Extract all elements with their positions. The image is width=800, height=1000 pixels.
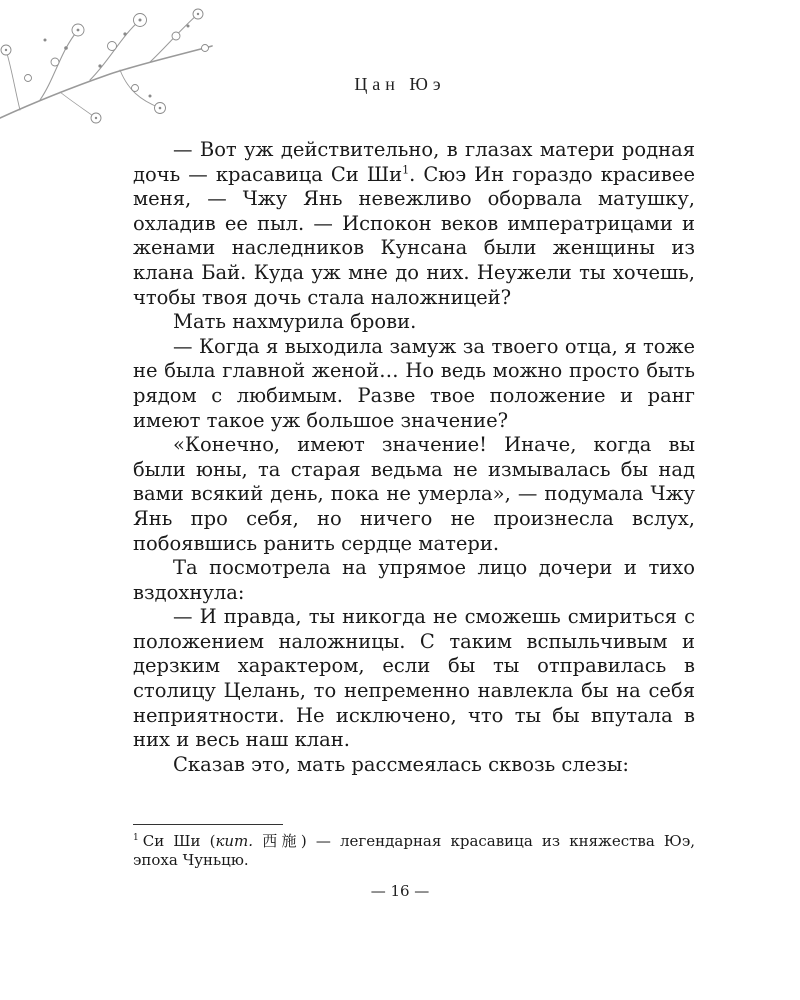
paragraph-4: «Конечно, имеют значение! Иначе, когда вы были юны, та старая ведьма не измывалась бы над вами всякий день, пока не умерла», — подумала Чжу Янь про себя, но ничего не произнесла вслух, побоявшись ранить сердце матери. — [133, 433, 695, 555]
footnote-divider — [133, 824, 283, 825]
paragraph-1-start: — Вот уж действительно, в глазах матери родная дочь — красавица Си Ши — [133, 138, 695, 186]
paragraph-2: Мать нахмурила брови. — [173, 310, 417, 334]
paragraph-1-end: . Сюэ Ин гораздо красивее меня, — Чжу Янь невежливо оборвала матушку, охладив ее пыл. — Испокон веков императрицами и женами наследников Кунсана были женщины из клана Бай. Куда уж мне до них. Неужели ты хочешь, чтобы твоя дочь стала наложницей? — [133, 162, 695, 309]
body-text — [133, 138, 695, 777]
footnote-text: — легендарная красавица из княжества Юэ, эпоха Чуньцю. — [133, 832, 695, 869]
cherry-blossom-branch-icon — [0, 0, 215, 140]
footnote — [133, 832, 695, 870]
footnote-paren-open: ( — [200, 832, 216, 850]
paragraph-6: — И правда, ты никогда не сможешь смириться с положением наложницы. С таким вспыльчивым и дерзким характером, если бы ты отправилась в столицу Целань, то непременно навлекла бы на себя неприятности. Не исключено, что ты бы впутала в них и весь наш клан. — [133, 605, 695, 752]
page-number: — 16 — — [370, 882, 430, 900]
paragraph-7: Сказав это, мать рассмеялась сквозь слезы: — [173, 752, 629, 776]
footnote-chinese: 西施 — [253, 832, 301, 850]
footnote-abbreviation: кит. — [215, 832, 254, 850]
footnote-term: Си Ши — [142, 832, 201, 850]
footnote-marker: 1 — [133, 833, 139, 843]
paragraph-1 — [133, 138, 695, 310]
running-header: Цан Юэ — [354, 74, 446, 94]
footnote-reference[interactable]: 1 — [402, 163, 410, 177]
paragraph-5: Та посмотрела на упрямое лицо дочери и тихо вздохнула: — [133, 556, 695, 604]
footnote-paren-close: ) — [300, 832, 307, 850]
paragraph-3: — Когда я выходила замуж за твоего отца, я тоже не была главной женой… Но ведь можно просто быть рядом с любимым. Разве твое положение и ранг имеют такое уж большое значение? — [133, 334, 695, 432]
